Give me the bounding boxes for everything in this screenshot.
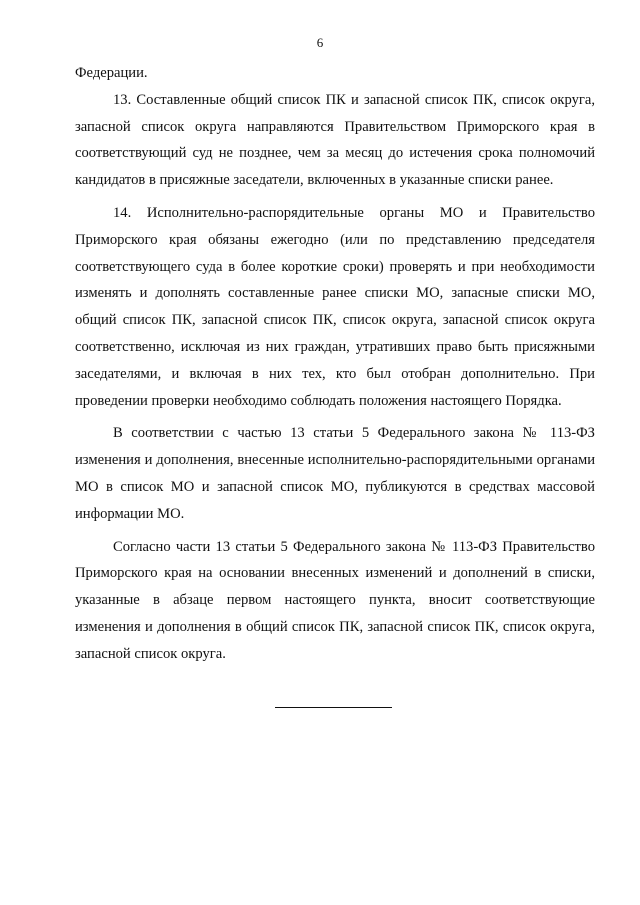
page-number: 6	[316, 35, 324, 50]
paragraph-government-changes: Согласно части 13 статьи 5 Федерального закона № 113-ФЗ Правительство Приморского края на основании внесенных изменений и дополнений в списки, указанные в абзаце первом настоящего пункта, вносит соответствующие изменения и дополнения в общий список ПК, запасной список ПК, список округа, запасной список округа.	[75, 538, 595, 662]
paragraph-continuation: Федерации.	[75, 65, 148, 81]
document-body	[75, 60, 595, 668]
paragraph-item-14: 14. Исполнительно-распорядительные органы МО и Правительство Приморского края обязаны ежегодно (или по представлению председателя соответствующего суда в более короткие сроки) проверять и при необходимости изменять и дополнять составленные ранее списки МО, запасные списки МО, общий список ПК, запасной список ПК, список округа, запасной список округа соответственно, исключая из них граждан, утративших право быть присяжными заседателями, и включая в них тех, кто был отобран дополнительно. При проведении проверки необходимо соблюдать положения настоящего Порядка.	[75, 204, 595, 409]
paragraph-item-13: 13. Составленные общий список ПК и запасной список ПК, список округа, запасной список округа направляются Правительством Приморского края в соответствующий суд не позднее, чем за месяц до истечения срока полномочий кандидатов в присяжные заседатели, включенных в указанные списки ранее.	[75, 91, 595, 189]
paragraph-publication: В соответствии с частью 13 статьи 5 Федерального закона № 113-ФЗ изменения и дополнения, внесенные исполнительно-распорядительными органами МО в список МО и запасной список МО, публикуются в средствах массовой информации МО.	[75, 425, 595, 522]
end-of-document-rule	[275, 707, 392, 708]
